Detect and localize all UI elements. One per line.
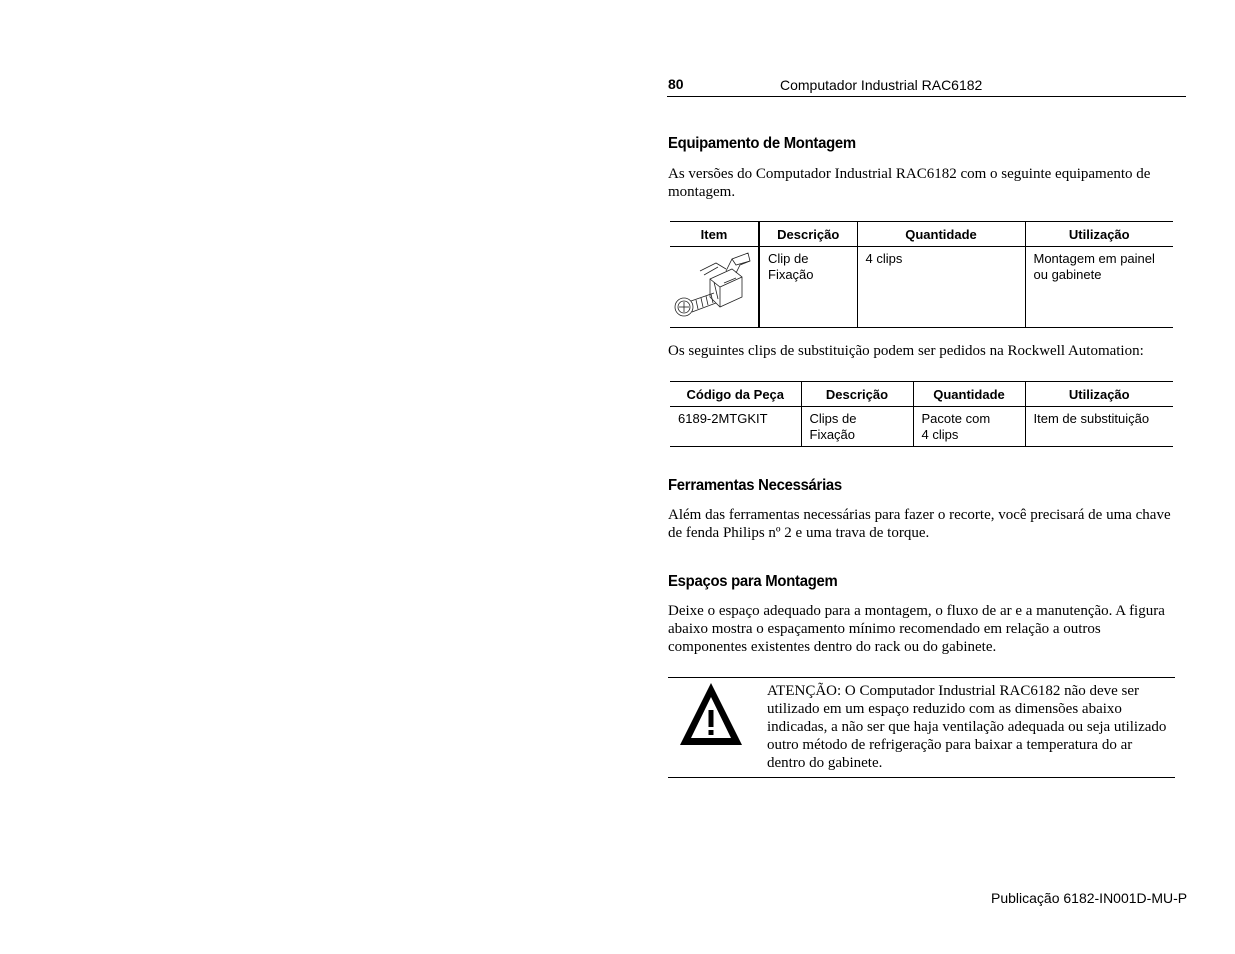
table-header-row	[670, 382, 1173, 407]
quantity-cell	[913, 407, 1025, 447]
running-header-title: Computador Industrial RAC6182	[780, 77, 983, 93]
replacement-paragraph: Os seguintes clips de substituição podem ser pedidos na Rockwell Automation:	[668, 343, 1144, 359]
replacement-parts-table	[670, 381, 1173, 447]
description-cell	[801, 407, 913, 447]
cell-line: Clip de	[768, 251, 809, 266]
item-cell	[670, 247, 759, 328]
part-code-cell: 6189-2MTGKIT	[670, 407, 801, 447]
table-row	[670, 407, 1173, 447]
quantity-cell: 4 clips	[857, 247, 1025, 328]
cell-line: Fixação	[768, 267, 814, 282]
column-header: Descrição	[801, 382, 913, 407]
column-header: Descrição	[759, 222, 857, 247]
column-header: Código da Peça	[670, 382, 801, 407]
section-heading: Equipamento de Montagem	[668, 135, 856, 152]
publication-footer: Publicação 6182-IN001D-MU-P	[991, 890, 1188, 906]
section-paragraph: Além das ferramentas necessárias para fazer o recorte, você precisará de uma chave de fenda Philips nº 2 e uma trava de torque.	[668, 507, 1171, 541]
cell-line: Montagem em painel	[1033, 251, 1155, 266]
section-paragraph: Deixe o espaço adequado para a montagem, o fluxo de ar e a manutenção. A figura abaixo mostra o espaçamento mínimo recomendado em relação a outros componentes existentes dentro do rack ou do gabinete.	[668, 603, 1165, 655]
warning-triangle-icon	[678, 681, 744, 752]
column-header: Utilização	[1025, 222, 1173, 247]
usage-cell	[1025, 247, 1173, 328]
section-heading: Espaços para Montagem	[668, 573, 838, 590]
mounting-equipment-table	[670, 221, 1173, 328]
column-header: Utilização	[1025, 382, 1173, 407]
cell-line: ou gabinete	[1033, 267, 1102, 282]
attention-bottom-rule	[668, 777, 1175, 778]
table-row	[670, 247, 1173, 328]
column-header: Item	[670, 222, 759, 247]
cell-line: Fixação	[809, 427, 856, 442]
page-number: 80	[668, 76, 684, 92]
header-rule	[667, 96, 1186, 97]
mounting-clip-illustration	[670, 249, 756, 323]
description-cell	[759, 247, 857, 328]
cell-line: Clips de	[809, 411, 857, 426]
column-header: Quantidade	[857, 222, 1025, 247]
attention-text: ATENÇÃO: O Computador Industrial RAC6182 não deve ser utilizado em um espaço reduzido com as dimensões abaixo indicadas, a não ser que haja ventilação adequada ou seja utilizado outro método de refrigeração para baixar a temperatura do ar dentro do gabinete.	[767, 683, 1167, 771]
attention-top-rule	[668, 677, 1175, 678]
cell-line: Pacote com	[921, 411, 991, 426]
usage-cell: Item de substituição	[1025, 407, 1173, 447]
section-paragraph: As versões do Computador Industrial RAC6182 com o seguinte equipamento de montagem.	[668, 166, 1151, 200]
table-header-row	[670, 222, 1173, 247]
section-heading: Ferramentas Necessárias	[668, 477, 842, 494]
section-equipamento	[668, 135, 870, 153]
column-header: Quantidade	[913, 382, 1025, 407]
cell-line: 4 clips	[921, 427, 959, 442]
